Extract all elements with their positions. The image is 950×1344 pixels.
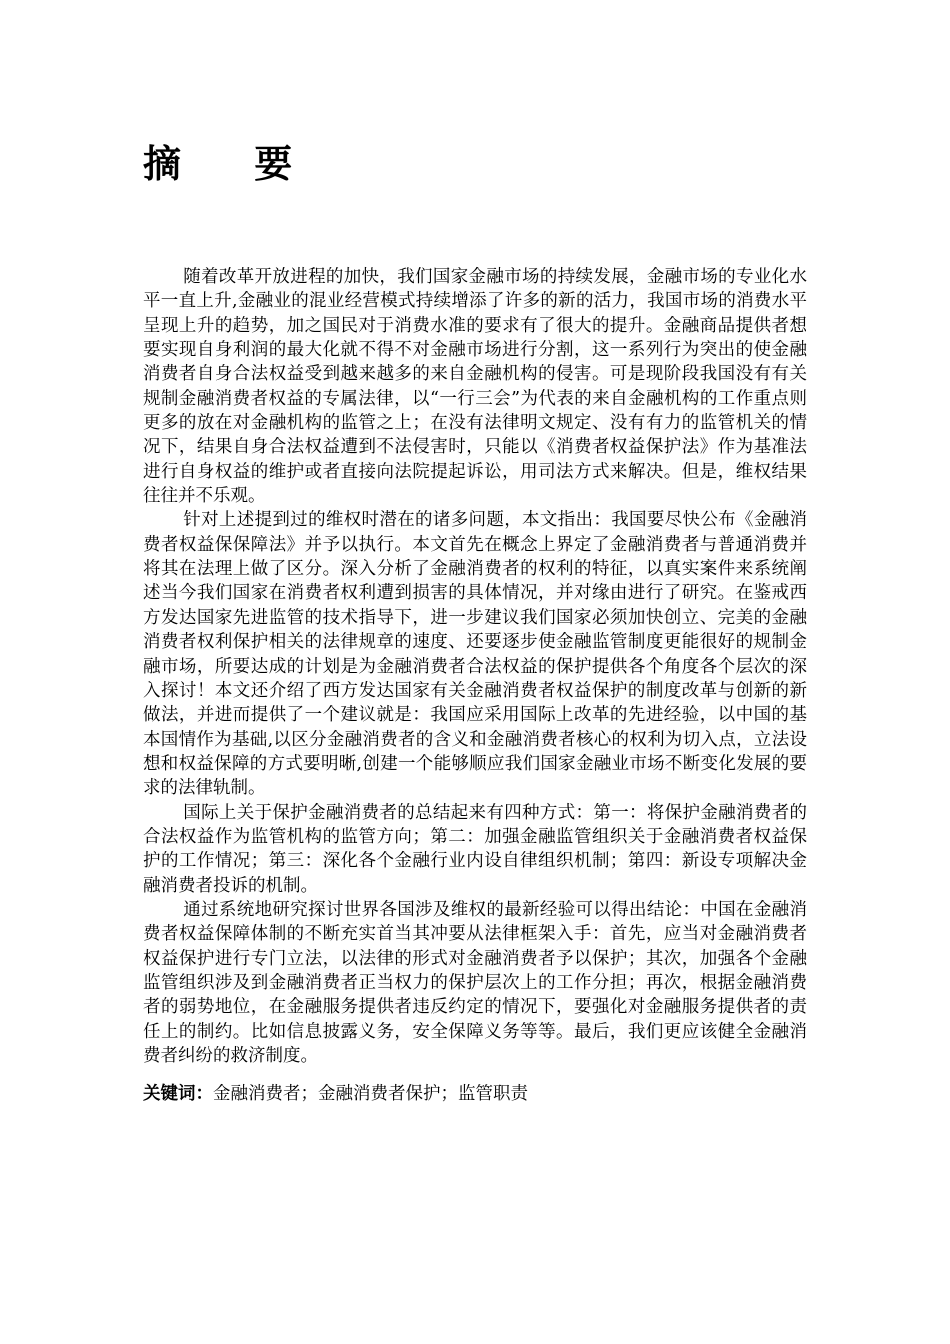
abstract-body xyxy=(143,265,807,1106)
keywords-text: 金融消费者；金融消费者保护；监管职责 xyxy=(213,1084,528,1105)
abstract-paragraph-4: 通过系统地研究探讨世界各国涉及维权的最新经验可以得出结论：中国在金融消费者权益保障体制的不断充实首当其冲要从法律框架入手：首先，应当对金融消费者权益保护进行专门立法，以法律的形式对金融消费者予以保护；其次，加强各个金融监管组织涉及到金融消费者正当权力的保护层次上的工作分担；再次，根据金融消费者的弱势地位，在金融服务提供者违反约定的情况下，要强化对金融服务提供者的责任上的制约。比如信息披露义务，安全保障义务等等。最后，我们更应该健全金融消费者纠纷的救济制度。 xyxy=(143,899,807,1066)
abstract-paragraph-1: 随着改革开放进程的加快，我们国家金融市场的持续发展，金融市场的专业化水平一直上升,金融业的混业经营模式持续增添了许多的新的活力，我国市场的消费水平呈现上升的趋势，加之国民对于消费水准的要求有了很大的提升。金融商品提供者想要实现自身利润的最大化就不得不对金融市场进行分割，这一系列行为突出的使金融消费者自身合法权益受到越来越多的来自金融机构的侵害。可是现阶段我国没有有关规制金融消费者权益的专属法律，以“一行三会”为代表的来自金融机构的工作重点则更多的放在对金融机构的监管之上；在没有法律明文规定、没有有力的监管机关的情况下，结果自身合法权益遭到不法侵害时，只能以《消费者权益保护法》作为基准法进行自身权益的维护或者直接向法院提起诉讼，用司法方式来解决。但是，维权结果往往并不乐观。 xyxy=(143,267,807,507)
page-title: 摘 要 xyxy=(143,142,323,186)
keywords-line xyxy=(143,1082,807,1106)
abstract-paragraph-2: 针对上述提到过的维权时潜在的诸多问题，本文指出：我国要尽快公布《金融消费者权益保保障法》并予以执行。本文首先在概念上界定了金融消费者与普通消费并将其在法理上做了区分。深入分析了金融消费者的权利的特征，以真实案件来系统阐述当今我们国家在消费者权利遭到损害的具体情况，并对缘由进行了研究。在鉴戒西方发达国家先进监管的技术指导下，进一步建议我们国家必须加快创立、完美的金融消费者权利保护相关的法律规章的速度、还要逐步使金融监管制度更能很好的规制金融市场，所要达成的计划是为金融消费者合法权益的保护提供各个角度各个层次的深入探讨！本文还介绍了西方发达国家有关金融消费者权益保护的制度改革与创新的新做法，并进而提供了一个建议就是：我国应采用国际上改革的先进经验，以中国的基本国情作为基础,以区分金融消费者的含义和金融消费者核心的权利为切入点，立法设想和权益保障的方式要明晰,创建一个能够顺应我们国家金融业市场不断变化发展的要求的法律轨制。 xyxy=(143,510,807,799)
abstract-paragraph-3: 国际上关于保护金融消费者的总结起来有四种方式：第一：将保护金融消费者的合法权益作为监管机构的监管方向；第二：加强金融监管组织关于金融消费者权益保护的工作情况；第三：深化各个金融行业内设自律组织机制；第四：新设专项解决金融消费者投诉的机制。 xyxy=(143,802,807,896)
keywords-label: 关键词： xyxy=(143,1084,213,1105)
